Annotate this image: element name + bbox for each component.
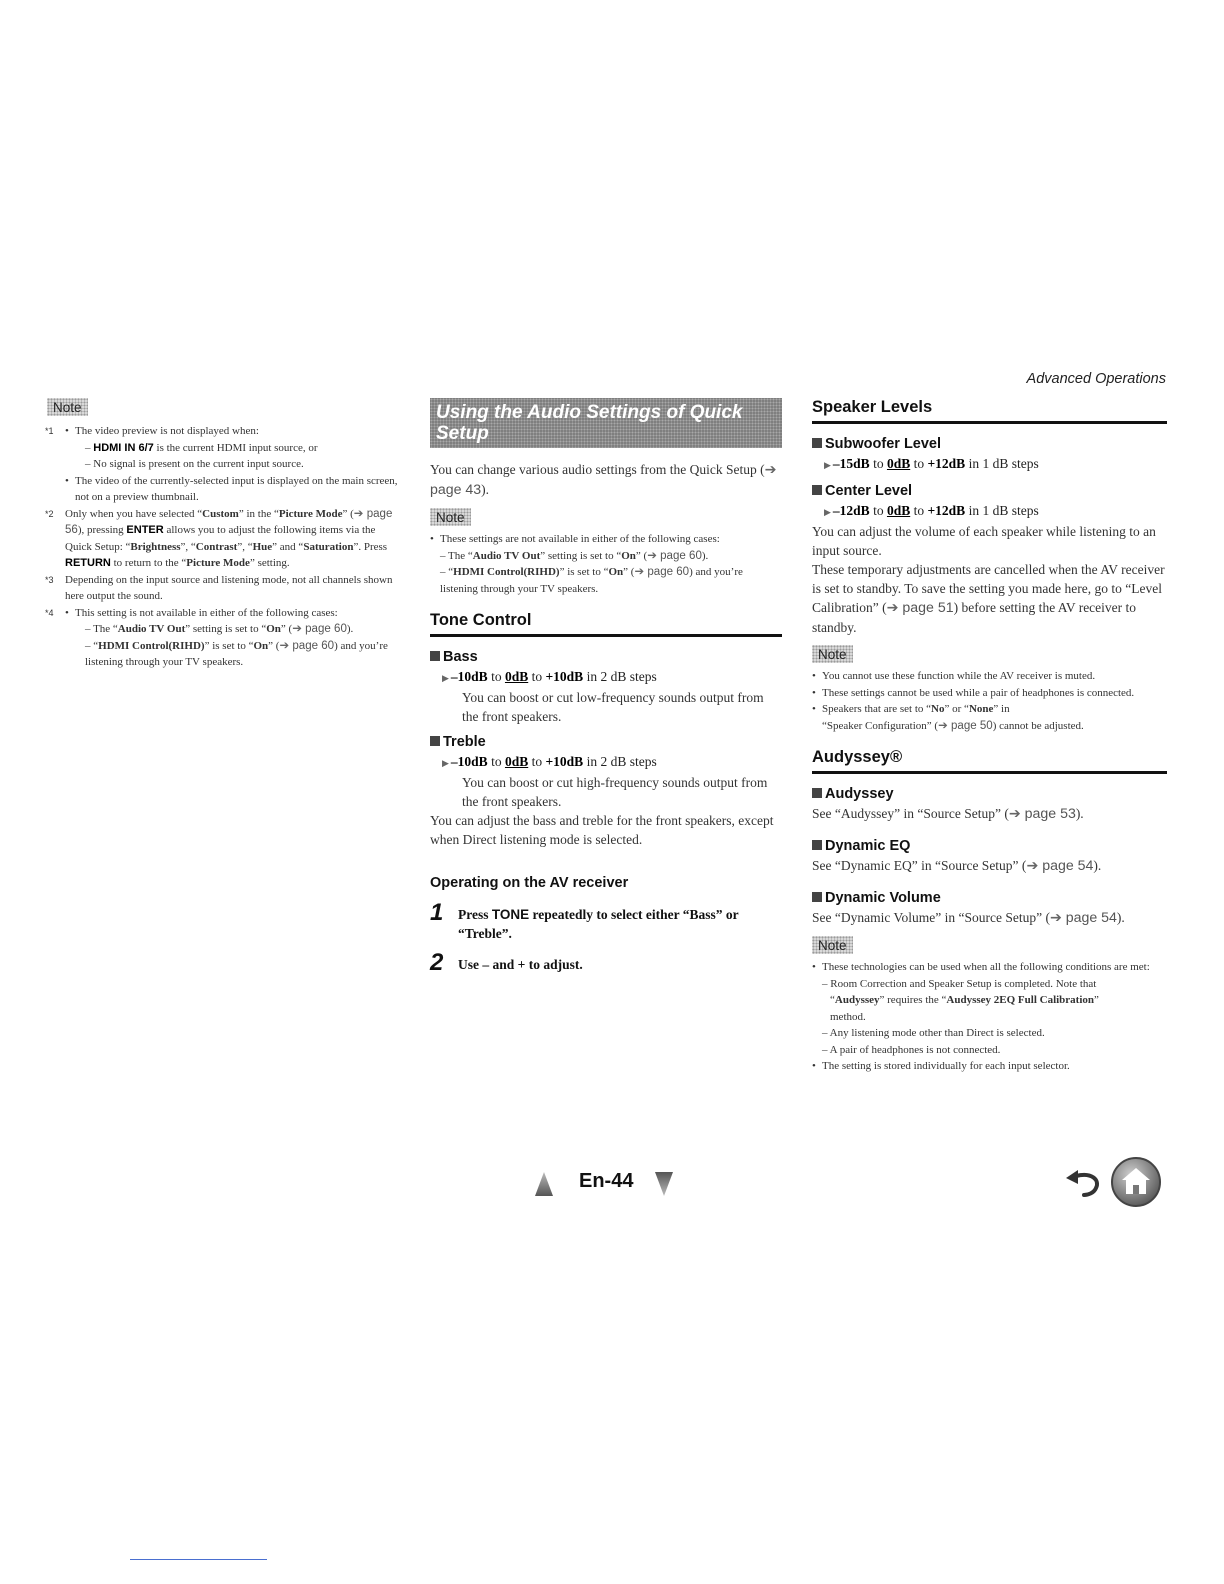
arrow-right-icon: ➔ xyxy=(353,507,364,520)
audyssey-heading: Audyssey xyxy=(812,786,1167,802)
home-icon[interactable] xyxy=(1110,1156,1162,1208)
speaker-levels-column xyxy=(812,398,1167,1075)
square-bullet-icon xyxy=(812,892,822,902)
center-range: ▶ –12dB to 0dB to +12dB in 1 dB steps xyxy=(824,503,1039,518)
subwoofer-range: ▶ –15dB to 0dB to +12dB in 1 dB steps xyxy=(824,456,1039,471)
page-link[interactable]: ➔ page 60 xyxy=(647,549,702,562)
square-bullet-icon xyxy=(812,788,822,798)
dynamic-volume-heading: Dynamic Volume xyxy=(812,890,1167,906)
triangle-right-icon: ▶ xyxy=(442,673,449,683)
dynamic-eq-description: See “Dynamic EQ” in “Source Setup” (➔ page 54). xyxy=(812,858,1102,874)
next-page-icon[interactable] xyxy=(655,1172,673,1196)
arrow-right-icon: ➔ xyxy=(886,600,899,616)
treble-range: ▶ –10dB to 0dB to +10dB in 2 dB steps You can boost or cut high-frequency sounds output from the front speakers. xyxy=(442,754,768,809)
audyssey-description: See “Audyssey” in “Source Setup” (➔ page 53). xyxy=(812,806,1084,822)
prev-page-icon[interactable] xyxy=(535,1172,553,1196)
dynamic-eq-heading: Dynamic EQ xyxy=(812,838,1167,854)
tone-description: You can adjust the bass and treble for the front speakers, except when Direct listening mode is selected. xyxy=(430,813,774,847)
note-badge: Note xyxy=(812,936,853,954)
page-link[interactable]: ➔ page 56 xyxy=(65,507,393,536)
triangle-right-icon: ▶ xyxy=(824,460,831,470)
page-number: En-44 xyxy=(579,1170,634,1192)
center-heading: Center Level xyxy=(812,483,1167,499)
page-link[interactable]: ➔ page 50 xyxy=(938,719,993,732)
audyssey-section-heading: Audyssey® xyxy=(812,748,1167,774)
page-link[interactable]: ➔ page 60 xyxy=(279,639,335,652)
footer-rule xyxy=(130,1559,267,1560)
note-text: • These technologies can be used when all the following conditions are met: – Room Correction and Speaker Setup is completed. Note that “Audyssey” requires the “Audyssey 2EQ Full Calibration” method. – Any listening mode other than Direct is selected. – A pair of headphones is not connected. • The setting is stored individually for each input selector. xyxy=(812,961,1150,1072)
arrow-right-icon: ➔ xyxy=(279,639,290,652)
arrow-right-icon: ➔ xyxy=(938,719,948,732)
bass-range: ▶ –10dB to 0dB to +10dB in 2 dB steps You can boost or cut low-frequency sounds output from the front speakers. xyxy=(442,669,764,724)
arrow-right-icon: ➔ xyxy=(1049,910,1062,926)
note-text: • You cannot use these function while the AV receiver is muted. • These settings cannot be used while a pair of headphones is connected. • Speakers that are set to “No” or “None” in “Speaker Configuration” (➔ page 50) cannot be adjusted. xyxy=(812,670,1135,732)
step-2: 2 Use – and + to adjust. xyxy=(430,949,583,976)
back-icon[interactable] xyxy=(1064,1168,1104,1198)
note-text: • These settings are not available in either of the following cases: – The “Audio TV Out” setting is set to “On” (➔ page 60). – “HDMI Control(RIHD)” is set to “On” (➔ page 60) and you’re listening through your TV speakers. xyxy=(430,533,743,595)
subwoofer-heading: Subwoofer Level xyxy=(812,436,1167,452)
footnote-4: *4 • This setting is not available in either of the following cases: – The “Audio TV Out” setting is set to “On” (➔ page 60). – “HDMI Control(RIHD)” is set to “On” (➔ page 60) and you’re listening through your TV speakers. xyxy=(45,606,388,668)
arrow-right-icon: ➔ xyxy=(1026,858,1039,874)
treble-heading: Treble xyxy=(430,734,782,750)
footnote-mark: *1 xyxy=(45,426,54,436)
square-bullet-icon xyxy=(812,840,822,850)
page-link[interactable]: ➔ page 43 xyxy=(430,462,777,498)
section-banner: Using the Audio Settings of Quick Setup xyxy=(430,398,782,448)
square-bullet-icon xyxy=(430,736,440,746)
bass-heading: Bass xyxy=(430,649,782,665)
arrow-right-icon: ➔ xyxy=(634,566,645,578)
step-1: 1 Press TONE repeatedly to select either “Bass” or “Treble”. xyxy=(430,899,739,941)
footnote-2: *2 Only when you have selected “Custom” in the “Picture Mode” (➔ page 56), pressing ENTER allows you to adjust the following items via the Quick Setup: “Brightness”, “Contrast”, “Hue” and “Saturation”. Press RETURN to return to the “Picture Mode” setting. xyxy=(45,507,393,569)
footnotes-column xyxy=(45,398,405,671)
dynamic-volume-description: See “Dynamic Volume” in “Source Setup” (➔ page 54). xyxy=(812,910,1125,926)
footnote-1: *1 • The video preview is not displayed when: – HDMI IN 6/7 is the current HDMI input source, or – No signal is present on the current input source. • The video of the currently-selected input is displayed on the main screen, not on a preview thumbnail. xyxy=(45,425,398,503)
square-bullet-icon xyxy=(812,438,822,448)
section-header: Advanced Operations xyxy=(1026,371,1166,387)
nav-icons xyxy=(1064,1156,1168,1208)
footnote-3: *3 Depending on the input source and listening mode, not all channels shown here output the sound. xyxy=(45,573,393,602)
audio-settings-column xyxy=(430,398,782,986)
tone-control-heading: Tone Control xyxy=(430,611,782,637)
arrow-right-icon: ➔ xyxy=(764,462,777,478)
triangle-right-icon: ▶ xyxy=(824,507,831,517)
arrow-right-icon: ➔ xyxy=(647,549,657,562)
note-badge: Note xyxy=(430,508,471,526)
speaker-levels-heading: Speaker Levels xyxy=(812,398,1167,424)
triangle-right-icon: ▶ xyxy=(442,758,449,768)
page-link[interactable]: ➔ page 51 xyxy=(886,600,954,616)
square-bullet-icon xyxy=(430,651,440,661)
operating-heading: Operating on the AV receiver xyxy=(430,875,629,891)
arrow-right-icon: ➔ xyxy=(292,623,302,635)
page-link[interactable]: ➔ page 54 xyxy=(1049,910,1117,926)
intro-text: You can change various audio settings from the Quick Setup (➔ page 43). xyxy=(430,462,777,498)
page-navigation xyxy=(535,1168,685,1200)
speaker-description-2: These temporary adjustments are cancelled when the AV receiver is set to standby. To save the setting you made here, go to “Level Calibration” (➔ page 51) before setting the AV receiver to standby. xyxy=(812,562,1165,635)
square-bullet-icon xyxy=(812,485,822,495)
page-link[interactable]: ➔ page 60 xyxy=(292,623,347,635)
speaker-description: You can adjust the volume of each speaker while listening to an input source. xyxy=(812,524,1156,558)
page-link[interactable]: ➔ page 54 xyxy=(1026,858,1094,874)
page-link[interactable]: ➔ page 53 xyxy=(1008,806,1076,822)
note-badge: Note xyxy=(812,645,853,663)
page-link[interactable]: ➔ page 60 xyxy=(634,566,690,578)
arrow-right-icon: ➔ xyxy=(1008,806,1021,822)
note-badge: Note xyxy=(47,398,88,416)
